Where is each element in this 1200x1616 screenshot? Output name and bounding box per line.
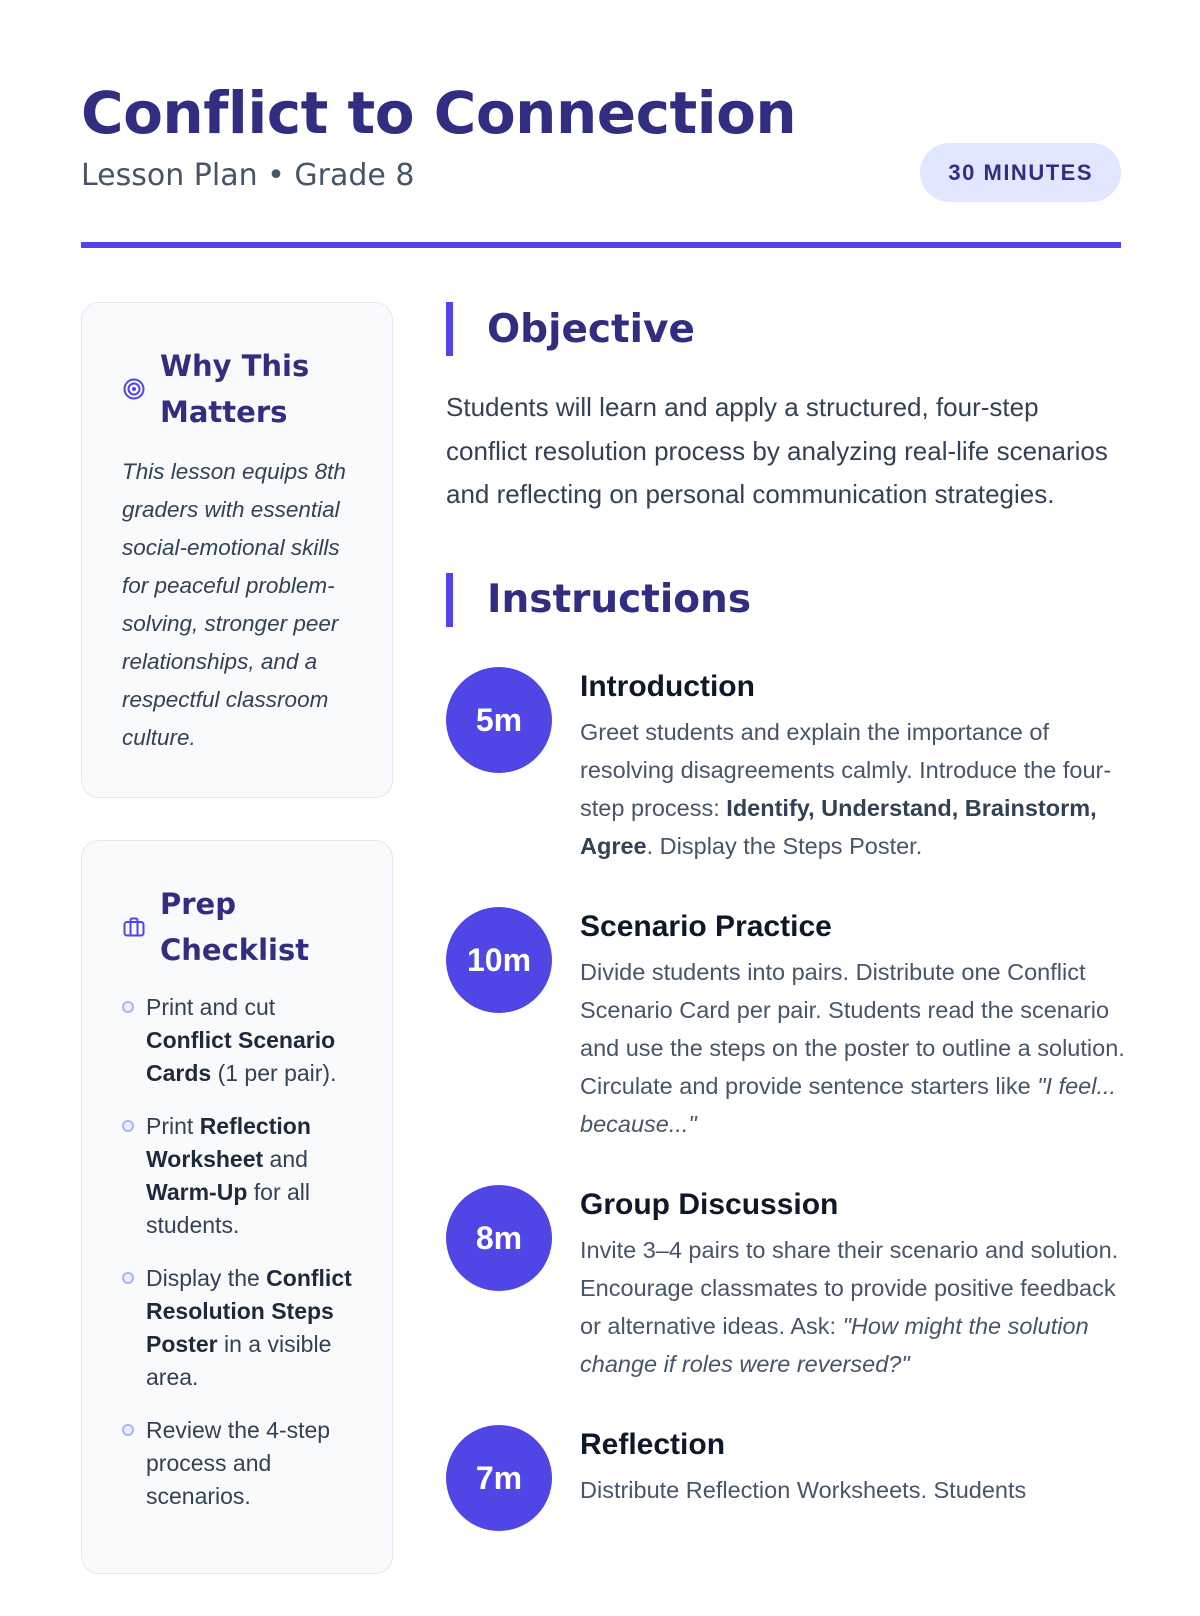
prep-card-title: Prep Checklist <box>160 887 310 967</box>
objective-heading <box>446 302 1126 356</box>
step-description: Invite 3–4 pairs to share their scenario and solution. Encourage classmates to provide positive feedback or alternative ideas. Ask: "How might the solution change if roles were reversed?" <box>580 1236 1119 1377</box>
why-card-header <box>122 343 352 435</box>
step-time-badge: 8m <box>446 1185 552 1291</box>
step-description: Distribute Reflection Worksheets. Students <box>580 1476 1027 1503</box>
instructions-heading <box>446 573 1126 627</box>
step-description: Divide students into pairs. Distribute one Conflict Scenario Card per pair. Students read the scenario and use the steps on the poster to outline a solution. Circulate and provide sentence starters like "I feel... because..." <box>580 958 1125 1137</box>
step-title: Scenario Practice <box>580 909 832 943</box>
checklist-item: Print and cut Conflict Scenario Cards (1 per pair). <box>122 991 352 1090</box>
prep-checklist <box>122 991 352 1513</box>
step-time-badge: 5m <box>446 667 552 773</box>
main-content <box>446 302 1126 1573</box>
lesson-plan-page <box>81 0 1125 1509</box>
why-card-text: This lesson equips 8th graders with essential social-emotional skills for peaceful problem-solving, stronger peer relationships, and a respectful classroom culture. <box>122 459 346 750</box>
page-header <box>81 0 1121 248</box>
header-divider <box>81 242 1121 248</box>
target-icon <box>122 377 146 401</box>
step-description: Greet students and explain the importance of resolving disagreements calmly. Introduce the four-step process: Identify, Understand, Brainstorm, Agree. Display the Steps Poster. <box>580 718 1112 859</box>
prep-card-header <box>122 881 352 973</box>
duration-badge: 30 MINUTES <box>920 143 1121 202</box>
objective-title: Objective <box>487 306 695 352</box>
step-title: Introduction <box>580 669 755 703</box>
checklist-item: Display the Conflict Resolution Steps Poster in a visible area. <box>122 1262 352 1394</box>
why-this-matters-card <box>81 302 393 798</box>
bullet-icon <box>122 1120 134 1132</box>
prep-checklist-card <box>81 840 393 1574</box>
step-time-badge: 10m <box>446 907 552 1013</box>
why-card-title: Why This Matters <box>160 349 310 429</box>
page-subtitle: Lesson Plan • Grade 8 <box>81 158 415 193</box>
instruction-steps <box>446 667 1126 1531</box>
step-time-badge: 7m <box>446 1425 552 1531</box>
step-group-discussion <box>446 1185 1126 1383</box>
bullet-icon <box>122 1424 134 1436</box>
briefcase-icon <box>122 915 146 939</box>
sidebar <box>81 302 393 1616</box>
objective-text: Students will learn and apply a structured, four-step conflict resolution process by analyzing real-life scenarios and reflecting on personal communication strategies. <box>446 392 1108 509</box>
step-title: Group Discussion <box>580 1187 839 1221</box>
step-introduction <box>446 667 1126 865</box>
step-title: Reflection <box>580 1427 726 1461</box>
bullet-icon <box>122 1272 134 1284</box>
page-title: Conflict to Connection <box>81 79 797 147</box>
step-scenario-practice <box>446 907 1126 1143</box>
checklist-item: Print Reflection Worksheet and Warm-Up for all students. <box>122 1110 352 1242</box>
checklist-item: Review the 4-step process and scenarios. <box>122 1414 352 1513</box>
bullet-icon <box>122 1001 134 1013</box>
instructions-title: Instructions <box>487 577 752 622</box>
step-reflection <box>446 1425 1126 1531</box>
